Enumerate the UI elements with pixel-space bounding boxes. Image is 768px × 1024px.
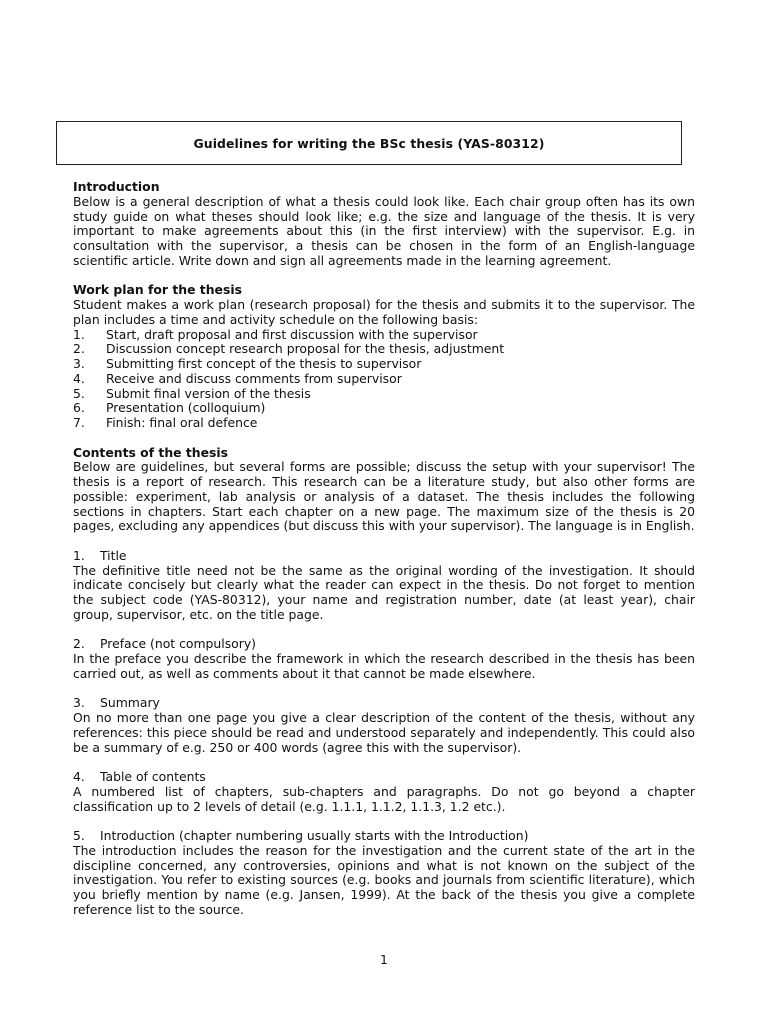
subsection-title: Introduction (chapter numbering usually starts with the Introduction) [100, 828, 529, 843]
list-item-text: Presentation (colloquium) [106, 400, 266, 416]
document-title: Guidelines for writing the BSc thesis (YAS-80312) [193, 135, 545, 151]
subsection-title: Preface (not compulsory) [100, 636, 257, 652]
subsection-paragraph: In the preface you describe the framework in which the research described in the thesis has been carried out, as well as comments about it that cannot be made elsewhere. [73, 651, 695, 681]
subsection-heading [73, 549, 695, 564]
list-item-number: 7. [73, 415, 85, 430]
list-item [73, 387, 695, 402]
list-item [73, 357, 695, 372]
subsection-paragraph: The definitive title need not be the same as the original wording of the investigation. It should indicate concisely but clearly what the reader can expect in the thesis. Do not forget to mention the subject code (YAS-80312), your name and registration number, date (at least year), chair group, supervisor, etc. on the title page. [73, 562, 695, 622]
summary-subsection [73, 696, 695, 755]
subsection-title: Title [100, 547, 127, 563]
list-item [73, 416, 695, 431]
subsection-paragraph: On no more than one page you give a clear description of the content of the thesis, without any references: this piece should be read and understood separately and independently. This could also be a summary of e.g. 250 or 400 words (agree this with the supervisor). [73, 710, 695, 755]
list-item-number: 6. [73, 400, 85, 416]
list-item-number: 2. [73, 341, 85, 357]
subsection-paragraph: A numbered list of chapters, sub-chapters and paragraphs. Do not go beyond a chapter classification up to 2 levels of detail (e.g. 1.1.1, 1.1.2, 1.1.3, 1.2 etc.). [73, 783, 695, 814]
table-of-contents-subsection [73, 770, 695, 814]
contents-section [73, 446, 695, 535]
subsection-number: 2. [73, 636, 85, 652]
subsection-title: Summary [100, 695, 160, 711]
work-plan-paragraph: Student makes a work plan (research proposal) for the thesis and submits it to the supervisor. The plan includes a time and activity schedule on the following basis: [73, 297, 695, 327]
subsection-heading [73, 637, 695, 652]
introduction-heading: Introduction [73, 179, 160, 194]
subsection-number: 3. [73, 695, 85, 711]
subsection-heading [73, 770, 695, 785]
work-plan-section [73, 283, 695, 431]
list-item [73, 342, 695, 357]
list-item-text: Finish: final oral defence [106, 415, 258, 430]
list-item [73, 401, 695, 416]
list-item-number: 3. [73, 356, 85, 371]
introduction-subsection [73, 829, 695, 918]
list-item-text: Start, draft proposal and first discussion with the supervisor [106, 326, 478, 342]
contents-paragraph: Below are guidelines, but several forms are possible; discuss the setup with your supervisor! The thesis is a report of research. This research can be a literature study, but also other forms are possible: experiment, lab analysis or analysis of a dataset. The thesis includes the following sections in chapters. Start each chapter on a new page. The maximum size of the thesis is 20 pages, excluding any appendices (but discuss this with your supervisor). The language is in English. [73, 459, 695, 534]
work-plan-heading: Work plan for the thesis [73, 282, 242, 298]
list-item-text: Receive and discuss comments from supervisor [106, 370, 402, 386]
work-plan-list [73, 328, 695, 431]
subsection-number: 4. [73, 769, 85, 784]
list-item-number: 1. [73, 326, 85, 342]
contents-heading: Contents of the thesis [73, 444, 229, 460]
introduction-paragraph: Below is a general description of what a thesis could look like. Each chair group often has its own study guide on what theses should look like; e.g. the size and language of the thesis. It is very important to make agreements about this (in the first interview) with the supervisor. E.g. in consultation with the supervisor, a thesis can be chosen in the form of an English-language scientific article. Write down and sign all agreements made in the learning agreement. [73, 193, 695, 268]
page-number: 1 [380, 953, 388, 967]
subsection-number: 1. [73, 547, 85, 563]
list-item-text: Submit final version of the thesis [106, 385, 311, 401]
list-item [73, 372, 695, 387]
introduction-section [73, 180, 695, 269]
title-subsection [73, 549, 695, 623]
list-item-text: Submitting first concept of the thesis to supervisor [106, 356, 422, 371]
list-item-number: 5. [73, 385, 85, 401]
list-item [73, 328, 695, 343]
title-box [56, 121, 682, 165]
subsection-title: Table of contents [100, 769, 206, 784]
subsection-heading [73, 696, 695, 711]
subsection-heading [73, 829, 695, 844]
document-body [73, 180, 695, 932]
subsection-number: 5. [73, 828, 85, 843]
list-item-number: 4. [73, 370, 85, 386]
list-item-text: Discussion concept research proposal for the thesis, adjustment [106, 341, 505, 357]
preface-subsection [73, 637, 695, 681]
subsection-paragraph: The introduction includes the reason for the investigation and the current state of the art in the discipline concerned, any controversies, opinions and what is not known on the subject of the investigation. You refer to existing sources (e.g. books and journals from scientific literature), which you briefly mention by name (e.g. Jansen, 1999). At the back of the thesis you give a complete reference list to the source. [73, 842, 695, 917]
